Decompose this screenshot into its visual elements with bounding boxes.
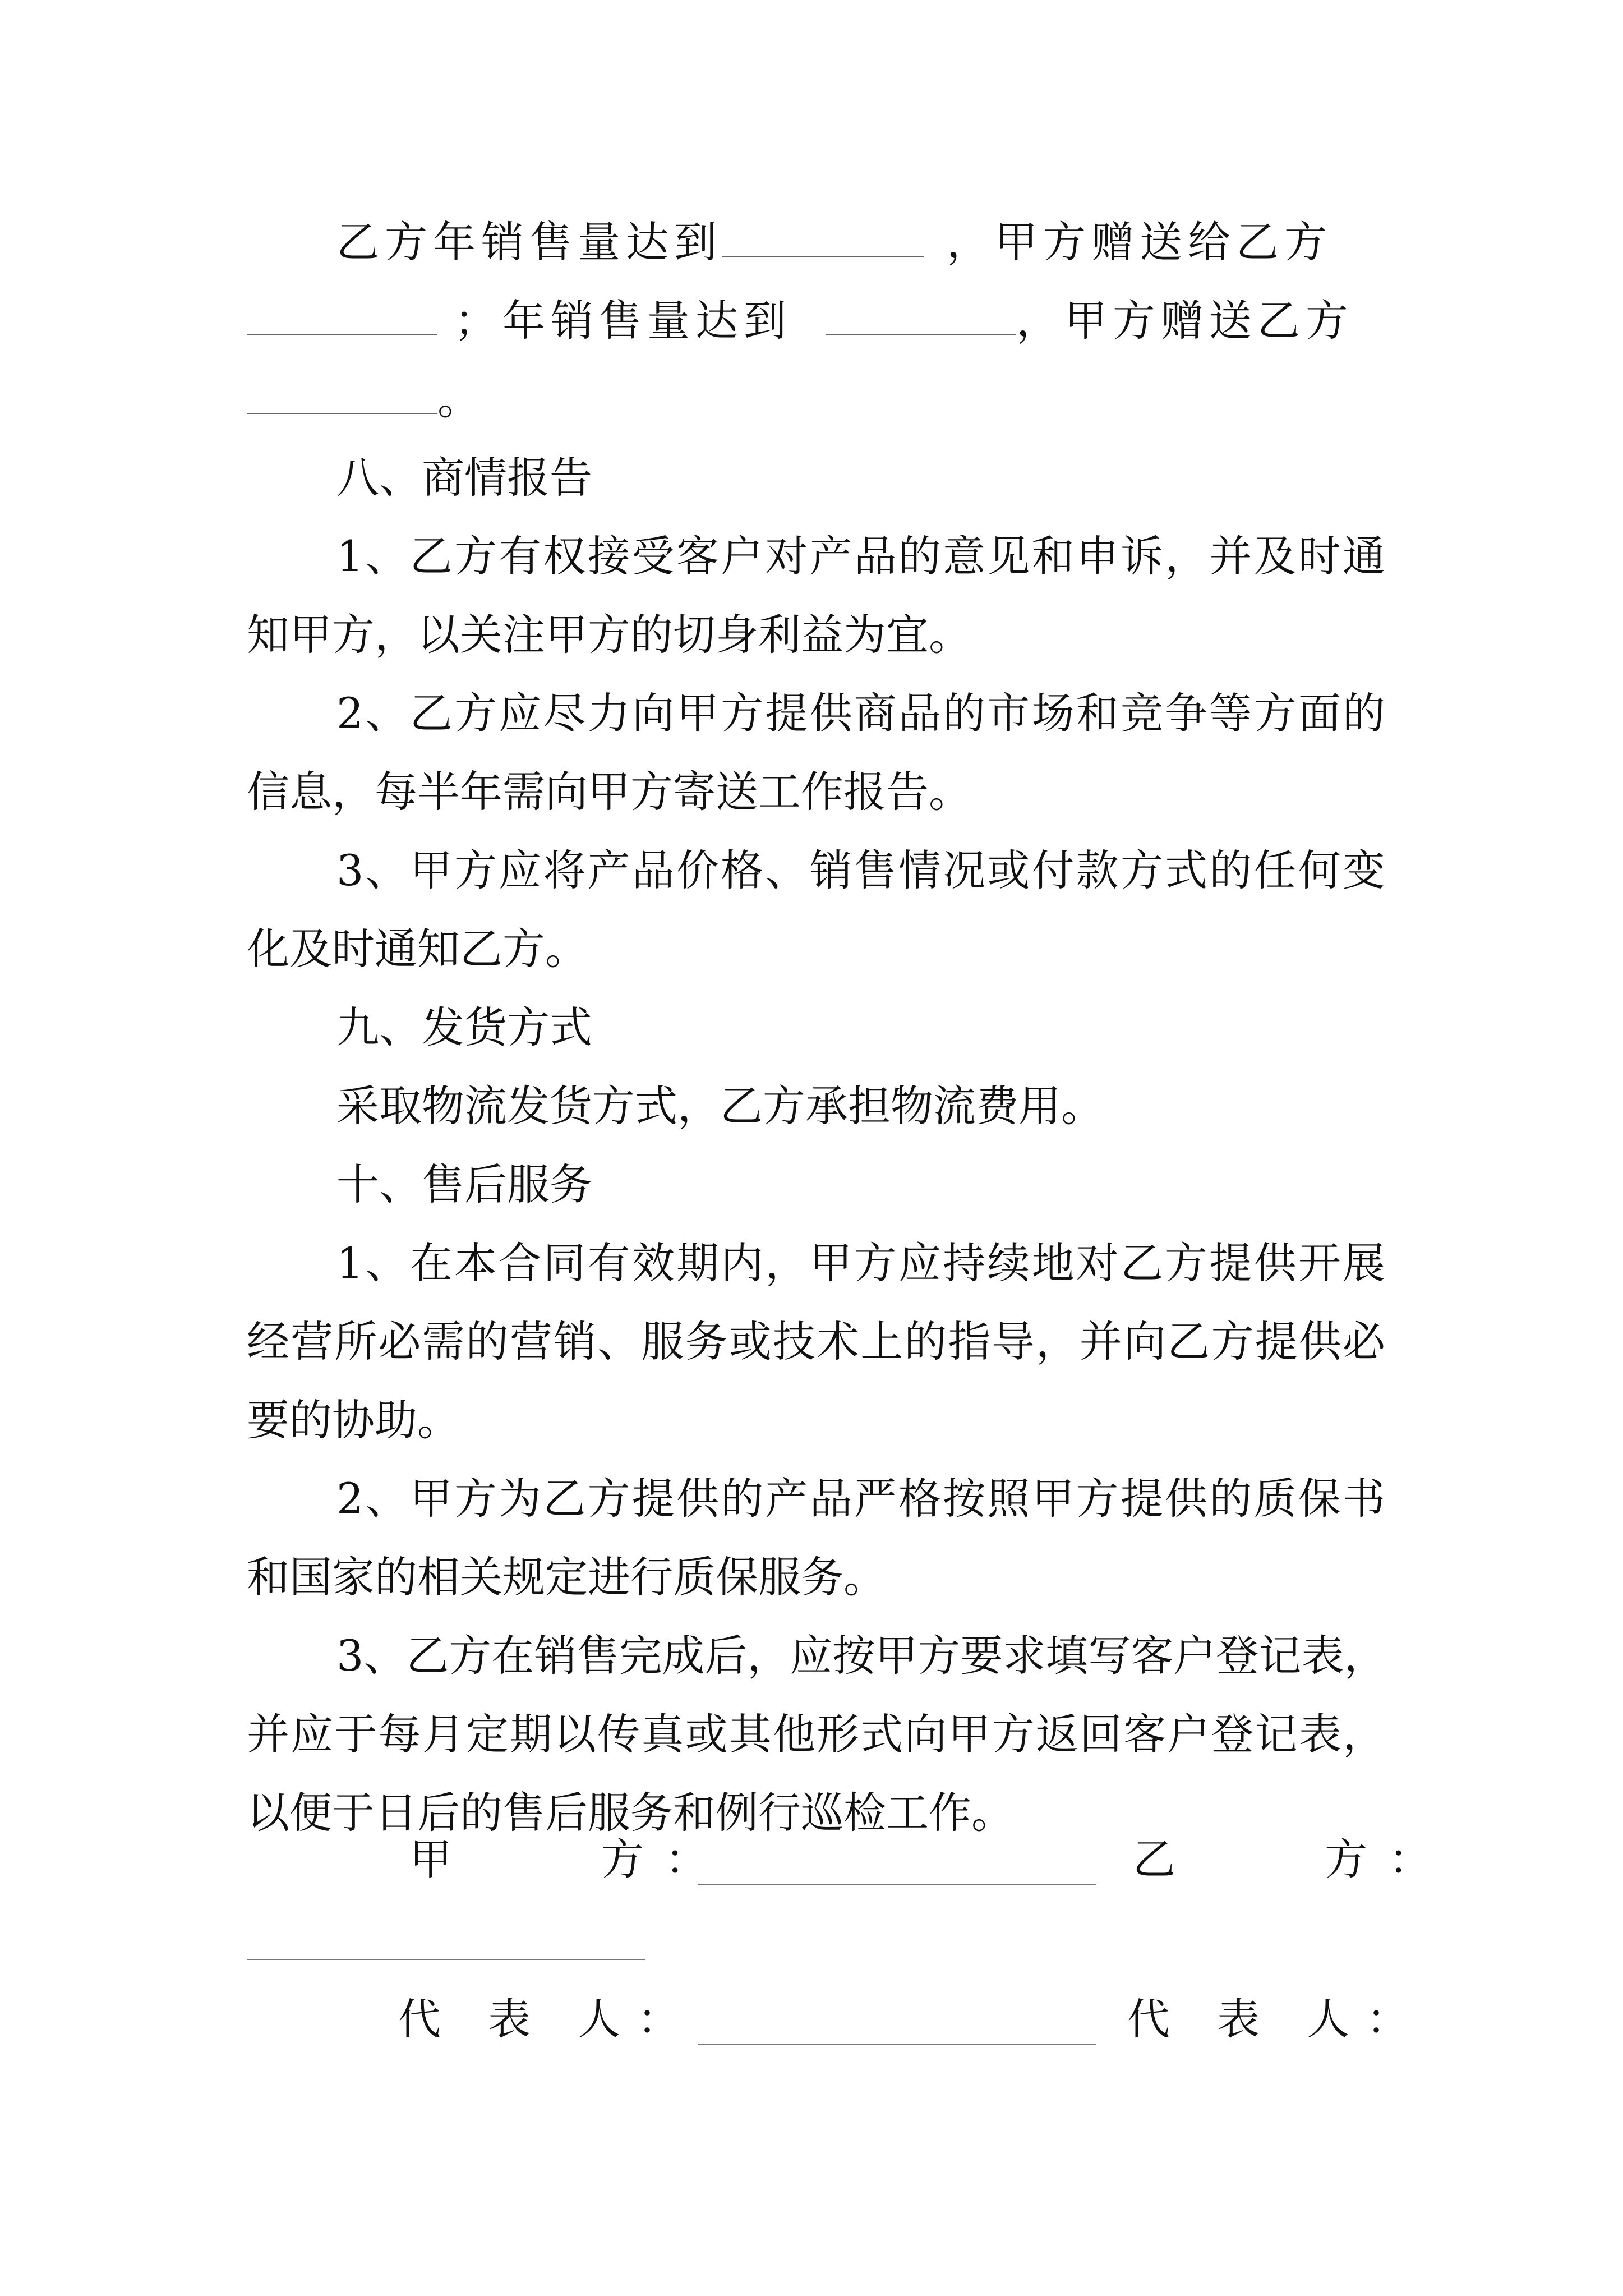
section8-item1-line2: 知甲方，以关注甲方的切身利益为宜。 — [247, 610, 971, 660]
party-b-signature-blank[interactable] — [247, 1958, 645, 1960]
section10-item3-line1: 3、乙方在销售完成后，应按甲方要求填写客户登记表， — [336, 1631, 1387, 1681]
section8-item1-line1: 1、乙方有权接受客户对产品的意见和申诉，并及时通 — [336, 531, 1385, 581]
fill-blank-gift-1[interactable] — [247, 295, 437, 335]
fill-blank-annual-sales-2[interactable] — [826, 295, 1016, 335]
clause7-text-d: ，甲方赠送乙方 — [1016, 296, 1354, 346]
section8-item2-line1: 2、乙方应尽力向甲方提供商品的市场和竞争等方面的 — [336, 688, 1385, 738]
rep-a-signature-blank[interactable] — [698, 2043, 1096, 2045]
clause7-line1 — [336, 209, 1385, 276]
clause7-end-punct: 。 — [437, 374, 480, 424]
section9-title: 九、发货方式 — [336, 1002, 592, 1052]
section8-item3-line1: 3、甲方应将产品价格、销售情况或付款方式的任何变 — [336, 845, 1385, 895]
section10-item1-line3: 要的协助。 — [247, 1395, 460, 1445]
party-b-label: 乙 方： — [1133, 1834, 1453, 1884]
clause7-line2 — [247, 287, 1385, 355]
section8-title: 八、商情报告 — [336, 453, 592, 503]
rep-a-label: 代 表 人： — [398, 1994, 697, 2044]
section10-title: 十、售后服务 — [336, 1159, 592, 1209]
section10-item1-line2: 经营所必需的营销、服务或技术上的指导，并向乙方提供必 — [247, 1317, 1385, 1366]
section9-text: 采取物流发货方式，乙方承担物流费用。 — [336, 1081, 1104, 1131]
fill-blank-gift-2[interactable] — [247, 374, 437, 414]
fill-blank-annual-sales-1[interactable] — [722, 217, 924, 257]
party-a-signature-blank[interactable] — [698, 1883, 1096, 1885]
rep-b-label: 代 表 人： — [1127, 1994, 1426, 2044]
section10-item3-line3: 以便于日后的售后服务和例行巡检工作。 — [247, 1788, 1014, 1838]
clause7-text-c: ；年销售量达到 — [454, 296, 792, 346]
section8-item2-line2: 信息，每半年需向甲方寄送工作报告。 — [247, 767, 971, 817]
section10-item2-line2: 和国家的相关规定进行质保服务。 — [247, 1552, 886, 1602]
clause7-text-b: ，甲方赠送给乙方 — [947, 217, 1332, 267]
clause7-line3 — [247, 366, 1385, 433]
section10-item3-line2: 并应于每月定期以传真或其他形式向甲方返回客户登记表， — [247, 1709, 1385, 1759]
clause7-text-a: 乙方年销售量达到 — [336, 217, 722, 267]
section8-item3-line2: 化及时通知乙方。 — [247, 924, 588, 974]
party-a-label: 甲 方： — [409, 1834, 729, 1884]
section10-item1-line1: 1、在本合同有效期内，甲方应持续地对乙方提供开展 — [336, 1238, 1385, 1288]
section10-item2-line1: 2、甲方为乙方提供的产品严格按照甲方提供的质保书 — [336, 1474, 1385, 1524]
